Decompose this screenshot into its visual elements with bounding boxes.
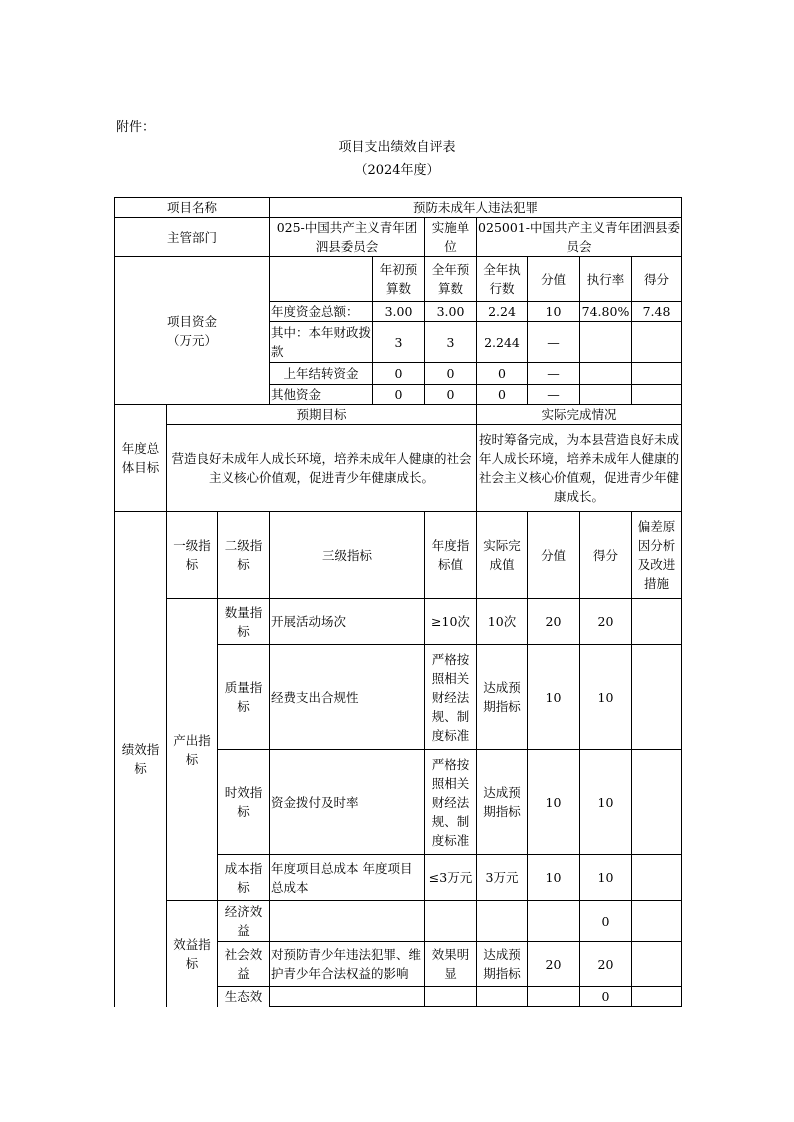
funds-row-got [632, 322, 682, 363]
funds-label-line2: （万元） [166, 332, 217, 348]
ind-got: 0 [580, 901, 632, 942]
ind-header-target: 年度指标值 [425, 512, 477, 599]
ind-level2: 质量指标 [218, 645, 270, 750]
impl-label: 实施单位 [425, 218, 477, 257]
funds-header-got: 得分 [632, 257, 682, 302]
funds-row-exec: 0 [477, 363, 528, 385]
goals-actual-label: 实际完成情况 [477, 405, 682, 425]
funds-row-score: 10 [528, 302, 580, 322]
ind-header-reason: 偏差原因分析及改进措施 [632, 512, 682, 599]
funds-header-exec: 全年执行数 [477, 257, 528, 302]
ind-header-score: 分值 [528, 512, 580, 599]
ind-target: 严格按照相关财经法规、制度标准 [425, 645, 477, 750]
indicator-row-economic [115, 901, 682, 942]
project-name-row [115, 198, 682, 218]
funds-label-line1: 项目资金 [166, 313, 217, 329]
goals-expected-label: 预期目标 [167, 405, 477, 425]
ind-level2: 数量指标 [218, 599, 270, 645]
ind-score [528, 987, 580, 1007]
ind-score: 20 [528, 599, 580, 645]
funds-row-name: 其中：本年财政拨款 [270, 322, 373, 363]
indicators-header-row [115, 512, 682, 599]
funds-row-score: — [528, 322, 580, 363]
ind-level2: 经济效益 [218, 901, 270, 942]
funds-row-rate [580, 363, 632, 385]
ind-score: 20 [528, 942, 580, 987]
ind-header-level3: 三级指标 [270, 512, 425, 599]
ind-target [425, 987, 477, 1007]
ind-reason [632, 855, 682, 901]
funds-row-name: 年度资金总额： [270, 302, 373, 322]
project-name-value: 预防未成年人违法犯罪 [270, 198, 682, 218]
output-indicator-label: 产出指标 [167, 599, 218, 901]
funds-row-annual: 3 [425, 322, 477, 363]
funds-row-annual: 0 [425, 385, 477, 405]
ind-level3: 对预防青少年违法犯罪、维护青少年合法权益的影响 [270, 942, 425, 987]
funds-row-exec: 2.24 [477, 302, 528, 322]
funds-header-row [115, 257, 682, 302]
ind-level3: 资金拨付及时率 [270, 750, 425, 855]
funds-row-score: — [528, 385, 580, 405]
evaluation-table [114, 197, 682, 1007]
page-title: 项目支出绩效自评表 [338, 140, 456, 155]
ind-actual [477, 901, 528, 942]
ind-header-level1: 一级指标 [167, 512, 218, 599]
ind-header-got: 得分 [580, 512, 632, 599]
ind-score [528, 901, 580, 942]
attachment-label: 附件： [116, 120, 156, 135]
funds-row-name: 上年结转资金 [270, 363, 373, 385]
funds-row-score: — [528, 363, 580, 385]
ind-level3: 经费支出合规性 [270, 645, 425, 750]
ind-score: 10 [528, 750, 580, 855]
ind-got: 10 [580, 750, 632, 855]
funds-label [115, 257, 270, 405]
funds-row-rate [580, 322, 632, 363]
ind-target: 严格按照相关财经法规、制度标准 [425, 750, 477, 855]
ind-actual: 3万元 [477, 855, 528, 901]
ind-reason [632, 987, 682, 1007]
funds-row-got [632, 363, 682, 385]
funds-row-got [632, 385, 682, 405]
ind-level2: 生态效 [218, 987, 270, 1007]
goals-header-row [115, 405, 682, 425]
ind-header-actual: 实际完成值 [477, 512, 528, 599]
funds-header-annual: 全年预算数 [425, 257, 477, 302]
department-row [115, 218, 682, 257]
project-name-label: 项目名称 [115, 198, 270, 218]
ind-target: ≤3万元 [425, 855, 477, 901]
ind-got: 10 [580, 855, 632, 901]
ind-level2: 社会效益 [218, 942, 270, 987]
ind-level3 [270, 987, 425, 1007]
funds-row-init: 0 [373, 363, 425, 385]
ind-actual: 达成预期指标 [477, 750, 528, 855]
dept-label: 主管部门 [115, 218, 270, 257]
ind-reason [632, 599, 682, 645]
ind-target: 效果明显 [425, 942, 477, 987]
funds-row-rate: 74.80% [580, 302, 632, 322]
page-subtitle: （2024年度） [354, 163, 440, 178]
goals-label: 年度总体目标 [115, 405, 167, 512]
indicators-label: 绩效指标 [115, 512, 167, 1007]
goals-content-row [115, 425, 682, 512]
ind-level2: 成本指标 [218, 855, 270, 901]
ind-reason [632, 645, 682, 750]
ind-got: 20 [580, 942, 632, 987]
impl-value: 025001-中国共产主义青年团泗县委员会 [477, 218, 682, 257]
ind-target [425, 901, 477, 942]
funds-row-init: 0 [373, 385, 425, 405]
ind-actual: 10次 [477, 599, 528, 645]
benefit-indicator-label: 效益指标 [167, 901, 218, 1007]
ind-actual: 达成预期指标 [477, 645, 528, 750]
ind-got: 20 [580, 599, 632, 645]
ind-reason [632, 901, 682, 942]
funds-row-name: 其他资金 [270, 385, 373, 405]
ind-actual [477, 987, 528, 1007]
funds-row-init: 3.00 [373, 302, 425, 322]
ind-got: 0 [580, 987, 632, 1007]
funds-row-rate [580, 385, 632, 405]
ind-target: ≥10次 [425, 599, 477, 645]
ind-reason [632, 750, 682, 855]
funds-header-init: 年初预算数 [373, 257, 425, 302]
goals-actual-text: 按时筹备完成，为本县营造良好未成年人成长环境，培养未成年人健康的社会主义核心价值观，促进青少年健康成长。 [477, 425, 682, 512]
funds-header-rate: 执行率 [580, 257, 632, 302]
funds-row-init: 3 [373, 322, 425, 363]
ind-got: 10 [580, 645, 632, 750]
funds-row-exec: 0 [477, 385, 528, 405]
dept-value: 025-中国共产主义青年团泗县委员会 [270, 218, 425, 257]
ind-score: 10 [528, 645, 580, 750]
ind-level3 [270, 901, 425, 942]
indicator-row-quantity [115, 599, 682, 645]
ind-level3: 年度项目总成本 年度项目总成本 [270, 855, 425, 901]
ind-score: 10 [528, 855, 580, 901]
goals-expected-text: 营造良好未成年人成长环境，培养未成年人健康的社会主义核心价值观，促进青少年健康成长。 [167, 425, 477, 512]
ind-actual: 达成预期指标 [477, 942, 528, 987]
funds-row-annual: 3.00 [425, 302, 477, 322]
ind-header-level2: 二级指标 [218, 512, 270, 599]
funds-header-score: 分值 [528, 257, 580, 302]
funds-row-exec: 2.244 [477, 322, 528, 363]
funds-header-blank [270, 257, 373, 302]
ind-reason [632, 942, 682, 987]
funds-row-annual: 0 [425, 363, 477, 385]
ind-level2: 时效指标 [218, 750, 270, 855]
ind-level3: 开展活动场次 [270, 599, 425, 645]
funds-row-got: 7.48 [632, 302, 682, 322]
